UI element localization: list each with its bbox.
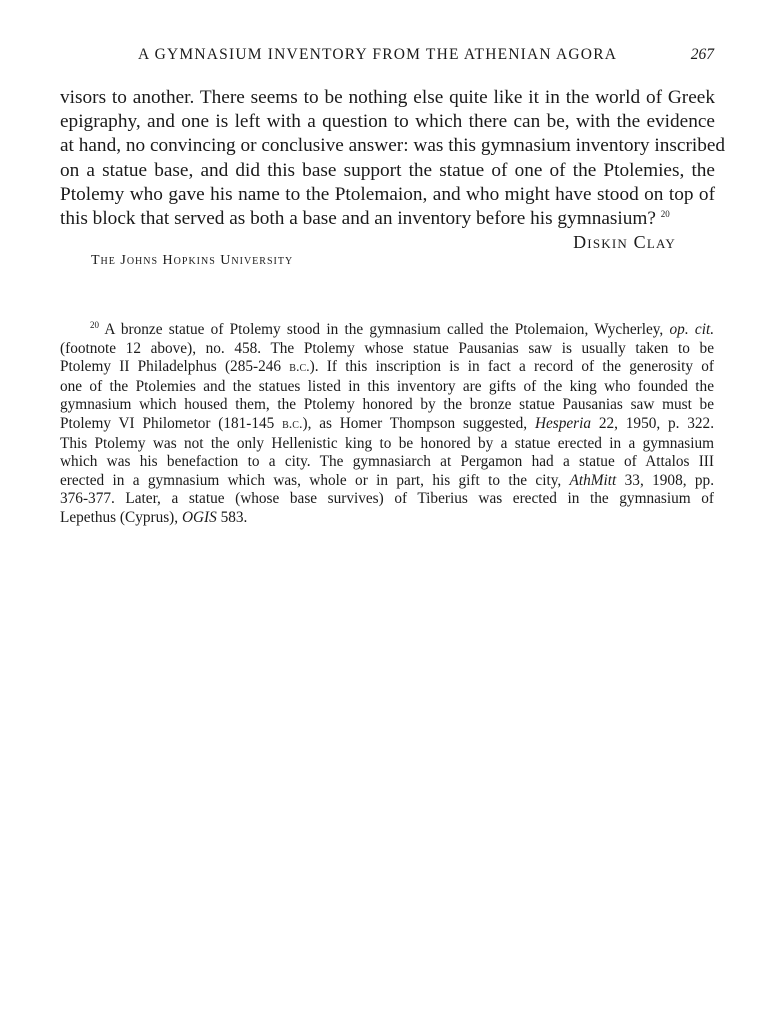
body-line: on a statue base, and did this base support the statue of one of the Ptolemies, the [60,159,715,181]
footnote-text: Lepethus (Cyprus), [60,508,179,526]
footnote-line: gymnasium which housed them, the Ptolemy honored by the bronze statue Pausanias saw must be [60,396,714,414]
footnote-era: b.c. [282,416,303,432]
footnote-era: b.c. [289,360,310,376]
footnote-text: erected in a gymnasium which was, whole or in part, his gift to the city, [60,471,562,489]
body-line: epigraphy, and one is left with a question to which there can be, with the evidence [60,111,715,133]
body-line-last [60,207,715,231]
body-line: visors to another. There seems to be nothing else quite like it in the world of Greek [60,87,715,108]
footnote-line [60,415,714,435]
footnote-line [60,321,714,340]
footnote-line [60,358,714,378]
author-signature: Diskin Clay [573,232,676,252]
footnote-text: 583. [220,508,248,526]
footnote-text: 22, 1950, p. 322. [598,414,715,432]
footnote-italic: op. cit. [669,321,715,338]
footnote-marker: 20 [90,320,99,330]
footnote-text: Ptolemy VI Philometor (181-145 [60,414,275,432]
author-affiliation: The Johns Hopkins University [91,253,294,268]
body-line: at hand, no convincing or conclusive answer: was this gymnasium inventory inscribed [60,135,726,157]
footnote-line [60,509,714,528]
footnote-line: This Ptolemy was not the only Hellenistic king to be honored by a statue erected in a gymnasium [60,434,714,452]
footnote-line: 376-377. Later, a statue (whose base survives) of Tiberius was erected in the gymnasium of [60,490,714,508]
footnote-line: which was his benefaction to a city. The gymnasiarch at Pergamon had a statue of Attalos III [60,453,714,471]
body-paragraph [60,86,726,231]
footnote-italic: Hesperia [534,414,592,432]
footnote-text: ), as Homer Thompson suggested, [302,414,528,432]
footnote-text: ). If this inscription is in fact a record of the generosity of [309,358,714,376]
running-title: A GYMNASIUM INVENTORY FROM THE ATHENIAN AGORA [138,46,618,63]
footnote-italic: AthMitt [569,471,617,489]
body-line: this block that served as both a base and an inventory before his gymnasium? [60,208,656,230]
footnote-text: A bronze statue of Ptolemy stood in the gymnasium called the Ptolemaion, Wycherley, [104,321,664,338]
footnote-italic: OGIS [181,508,217,526]
footnote [60,321,714,528]
footnote-text: 33, 1908, pp. [624,471,715,489]
footnote-line [60,472,714,491]
body-line: Ptolemy who gave his name to the Ptolemaion, and who might have stood on top of [60,183,715,205]
footnote-text: Ptolemy II Philadelphus (285-246 [60,358,282,376]
page-number: 267 [690,46,714,63]
footnote-line: (footnote 12 above), no. 458. The Ptolemy whose statue Pausanias saw is usually taken to be [60,339,714,357]
footnote-reference: 20 [660,209,670,220]
running-head [60,46,714,68]
footnote-line: one of the Ptolemies and the statues listed in this inventory are gifts of the king who founded the [60,377,714,395]
